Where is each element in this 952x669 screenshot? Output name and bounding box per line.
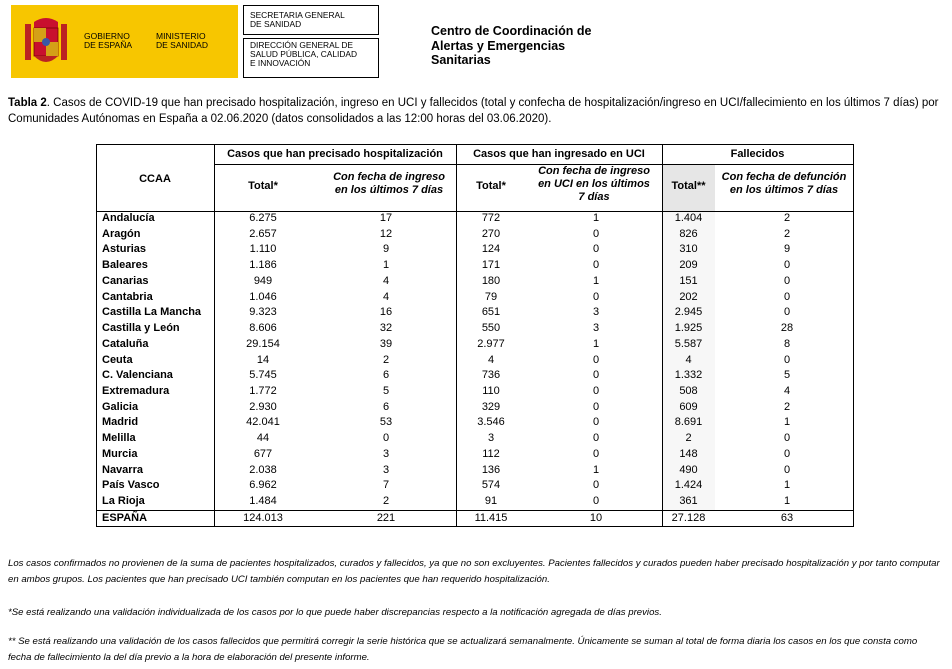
total-cell-uci: 11.415 xyxy=(474,512,508,524)
fall-7d-header: Con fecha de defunción en los últimos 7 días xyxy=(721,171,847,196)
table-row xyxy=(96,290,854,306)
table-row xyxy=(96,211,854,227)
table-row xyxy=(96,494,854,510)
cell-uci-7d: 0 xyxy=(592,353,600,366)
cell-fall-7d: 28 xyxy=(780,322,794,335)
centro-title: Centro de Coordinación de Alertas y Emergencias Sanitarias xyxy=(431,24,592,67)
cell-uci-total: 651 xyxy=(481,306,501,319)
cell-uci-7d: 0 xyxy=(592,416,600,429)
cell-hosp-7d: 53 xyxy=(379,416,393,429)
cell-uci-total: 3.546 xyxy=(477,416,505,429)
secretaria-box: SECRETARIA GENERAL DE SANIDAD xyxy=(243,5,379,35)
cell-uci-7d: 0 xyxy=(592,385,600,398)
total-cell-hosp7: 221 xyxy=(376,512,396,524)
cell-ccaa: Andalucía xyxy=(102,212,155,224)
data-table xyxy=(96,144,854,527)
cell-fall-7d: 0 xyxy=(783,432,791,445)
cell-fall-total: 609 xyxy=(679,400,698,413)
cell-hosp-total: 6.275 xyxy=(249,212,277,224)
cell-ccaa: Aragón xyxy=(102,227,141,240)
government-brand xyxy=(11,5,238,78)
cell-uci-7d: 0 xyxy=(592,369,600,382)
cell-fall-total: 2 xyxy=(685,432,692,445)
cell-hosp-7d: 12 xyxy=(379,227,393,240)
cell-fall-total: 5.587 xyxy=(674,337,703,350)
fall-total-header: Total** xyxy=(671,180,706,192)
cell-uci-total: 171 xyxy=(481,259,501,272)
header xyxy=(11,5,941,80)
cell-hosp-total: 5.745 xyxy=(249,369,277,382)
cell-fall-7d: 1 xyxy=(783,479,791,492)
cell-uci-total: 772 xyxy=(481,212,501,224)
table-row xyxy=(96,321,854,337)
cell-ccaa: Extremadura xyxy=(102,385,170,398)
cell-hosp-total: 1.046 xyxy=(249,290,277,303)
cell-ccaa: La Rioja xyxy=(102,495,145,508)
cell-fall-total: 490 xyxy=(679,463,698,476)
total-cell-hosp: 124.013 xyxy=(243,512,283,524)
cell-fall-7d: 0 xyxy=(783,463,791,476)
total-cell-fall7: 63 xyxy=(780,512,794,524)
cell-fall-7d: 0 xyxy=(783,259,791,272)
cell-fall-7d: 1 xyxy=(783,495,791,508)
cell-fall-total: 4 xyxy=(685,353,692,366)
cell-hosp-total: 2.930 xyxy=(249,400,277,413)
cell-hosp-total: 1.186 xyxy=(249,259,277,272)
total-cell-fall: 27.128 xyxy=(671,512,706,524)
cell-uci-7d: 0 xyxy=(592,495,600,508)
uci-7d-header: Con fecha de ingreso en UCI en los últimos 7 días xyxy=(538,165,650,203)
cell-hosp-7d: 7 xyxy=(382,479,390,492)
cell-hosp-7d: 39 xyxy=(379,337,393,350)
cell-fall-total: 2.945 xyxy=(674,306,703,319)
cell-fall-total: 209 xyxy=(679,259,698,272)
cell-fall-7d: 2 xyxy=(783,400,791,413)
cell-uci-7d: 0 xyxy=(592,243,600,256)
cell-uci-total: 4 xyxy=(487,353,495,366)
group-fallecidos: Fallecidos xyxy=(730,148,785,160)
cell-uci-total: 91 xyxy=(484,495,498,508)
cell-fall-7d: 4 xyxy=(783,385,791,398)
cell-ccaa: Cataluña xyxy=(102,337,149,350)
cell-hosp-7d: 1 xyxy=(382,259,390,272)
cell-ccaa: Melilla xyxy=(102,432,136,445)
cell-uci-total: 3 xyxy=(487,432,495,445)
cell-hosp-total: 949 xyxy=(253,274,273,287)
cell-hosp-total: 8.606 xyxy=(249,322,277,335)
cell-hosp-total: 9.323 xyxy=(249,306,277,319)
cell-uci-total: 79 xyxy=(484,290,498,303)
cell-hosp-total: 1.110 xyxy=(249,243,277,256)
table-row xyxy=(96,227,854,243)
cell-fall-total: 8.691 xyxy=(674,416,703,429)
cell-ccaa: Castilla La Mancha xyxy=(102,306,202,319)
cell-uci-7d: 0 xyxy=(592,259,600,272)
cell-fall-total: 310 xyxy=(679,243,698,256)
cell-fall-7d: 0 xyxy=(783,306,791,319)
cell-fall-7d: 8 xyxy=(783,337,791,350)
hosp-7d-header: Con fecha de ingreso en los últimos 7 días xyxy=(333,171,445,196)
cell-hosp-total: 1.772 xyxy=(249,385,277,398)
cell-ccaa: Castilla y León xyxy=(102,322,180,335)
cell-fall-7d: 9 xyxy=(783,243,791,256)
table-row xyxy=(96,305,854,321)
coat-of-arms-icon xyxy=(23,14,69,70)
cell-ccaa: C. Valenciana xyxy=(102,369,173,382)
cell-ccaa: Ceuta xyxy=(102,353,133,366)
cell-uci-total: 2.977 xyxy=(477,337,505,350)
cell-ccaa: Madrid xyxy=(102,416,139,429)
cell-uci-total: 574 xyxy=(481,479,501,492)
cell-uci-total: 270 xyxy=(481,227,501,240)
cell-fall-total: 1.332 xyxy=(674,369,703,382)
cell-hosp-7d: 17 xyxy=(379,212,393,224)
table-row xyxy=(96,258,854,274)
table-row xyxy=(96,463,854,479)
cell-hosp-7d: 6 xyxy=(382,400,390,413)
cell-uci-7d: 0 xyxy=(592,227,600,240)
cell-hosp-total: 677 xyxy=(253,447,273,460)
cell-fall-total: 148 xyxy=(679,447,698,460)
total-cell-name: ESPAÑA xyxy=(102,512,148,524)
cell-fall-total: 826 xyxy=(679,227,698,240)
cell-hosp-7d: 9 xyxy=(382,243,390,256)
table-row xyxy=(96,400,854,416)
cell-hosp-7d: 2 xyxy=(382,495,390,508)
cell-hosp-7d: 4 xyxy=(382,274,390,287)
cell-uci-7d: 0 xyxy=(592,400,600,413)
cell-uci-7d: 1 xyxy=(592,274,600,287)
cell-ccaa: Galicia xyxy=(102,400,139,413)
total-row xyxy=(96,510,854,527)
cell-uci-total: 112 xyxy=(482,447,500,460)
cell-hosp-7d: 0 xyxy=(382,432,390,445)
table-row xyxy=(96,415,854,431)
table-row xyxy=(96,431,854,447)
cell-ccaa: Navarra xyxy=(102,463,143,476)
cell-fall-total: 202 xyxy=(679,290,698,303)
cell-uci-total: 136 xyxy=(481,463,501,476)
cell-fall-7d: 0 xyxy=(783,290,791,303)
uci-total-header: Total* xyxy=(476,180,506,192)
cell-fall-7d: 0 xyxy=(783,447,791,460)
cell-hosp-total: 42.041 xyxy=(246,416,280,429)
hosp-total-header: Total* xyxy=(248,180,278,192)
cell-hosp-7d: 6 xyxy=(382,369,390,382)
cell-uci-total: 329 xyxy=(481,400,501,413)
cell-hosp-total: 14 xyxy=(256,353,270,366)
cell-fall-total: 1.404 xyxy=(674,212,703,224)
cell-fall-total: 1.424 xyxy=(674,479,703,492)
cell-fall-total: 1.925 xyxy=(674,322,703,335)
cell-hosp-total: 44 xyxy=(256,432,270,445)
cell-uci-7d: 0 xyxy=(592,290,600,303)
cell-uci-7d: 1 xyxy=(592,463,600,476)
cell-hosp-7d: 5 xyxy=(382,385,390,398)
cell-hosp-7d: 2 xyxy=(382,353,390,366)
cell-hosp-7d: 4 xyxy=(382,290,390,303)
table-row xyxy=(96,242,854,258)
cell-fall-7d: 0 xyxy=(783,353,791,366)
cell-fall-7d: 5 xyxy=(783,369,791,382)
table-row xyxy=(96,274,854,290)
cell-fall-7d: 0 xyxy=(783,274,791,287)
table-row xyxy=(96,337,854,353)
cell-hosp-total: 2.038 xyxy=(249,463,277,476)
cell-uci-total: 180 xyxy=(481,274,501,287)
cell-fall-total: 151 xyxy=(679,274,698,287)
cell-hosp-7d: 3 xyxy=(382,463,390,476)
caption-label: Tabla 2 xyxy=(8,97,47,109)
direccion-box: DIRECCIÓN GENERAL DE SALUD PÚBLICA, CALIDAD E INNOVACIÓN xyxy=(243,38,379,78)
cell-uci-7d: 3 xyxy=(592,322,600,335)
cell-ccaa: Baleares xyxy=(102,259,148,272)
table-row xyxy=(96,478,854,494)
table-caption xyxy=(8,95,943,127)
cell-uci-7d: 0 xyxy=(592,432,600,445)
cell-ccaa: Murcia xyxy=(102,447,138,460)
cell-uci-7d: 0 xyxy=(592,479,600,492)
cell-fall-total: 508 xyxy=(679,385,698,398)
cell-hosp-total: 1.484 xyxy=(249,495,277,508)
table-row xyxy=(96,353,854,369)
ccaa-header: CCAA xyxy=(139,173,171,185)
caption-text: . Casos de COVID-19 que han precisado hospitalización, ingreso en UCI y fallecidos (total y confecha de hospitalización/ingreso en UCI/fallecimiento en los últimos 7 días) por Comunidades Autónomas en España a 02.06.2020 (datos consolidados a las 12:00 horas del 03.06.2020). xyxy=(8,97,939,125)
cell-ccaa: Canarias xyxy=(102,274,149,287)
ministerio-label: MINISTERIO DE SANIDAD xyxy=(156,31,208,50)
cell-fall-total: 361 xyxy=(679,495,698,508)
rule xyxy=(96,144,854,145)
cell-uci-total: 124 xyxy=(481,243,501,256)
cell-uci-total: 550 xyxy=(481,322,501,335)
table-row xyxy=(96,384,854,400)
cell-uci-7d: 0 xyxy=(592,447,600,460)
cell-uci-7d: 1 xyxy=(592,212,600,224)
cell-hosp-7d: 32 xyxy=(379,322,393,335)
cell-fall-7d: 1 xyxy=(783,416,791,429)
note-general: Los casos confirmados no provienen de la suma de pacientes hospitalizados, curados y fallecidos, ya que no son excluyentes. Pacientes fallecidos y curados pueden haber precisado hospitalización y por tanto computar en ambos grupos. Los pacientes que han precisado UCI también computan en los pacientes que han requerido hospitalización. xyxy=(8,558,940,585)
table-row xyxy=(96,447,854,463)
cell-fall-7d: 2 xyxy=(783,227,791,240)
table-row xyxy=(96,368,854,384)
cell-ccaa: País Vasco xyxy=(102,479,160,492)
note-validation: *Se está realizando una validación individualizada de los casos por lo que puede haber discrepancias respecto a la notificación agregada de días previos. xyxy=(8,607,662,618)
cell-hosp-total: 2.657 xyxy=(249,227,277,240)
cell-ccaa: Cantabria xyxy=(102,290,153,303)
department-boxes xyxy=(243,5,381,78)
cell-uci-total: 736 xyxy=(481,369,501,382)
cell-uci-7d: 3 xyxy=(592,306,600,319)
total-cell-uci7: 10 xyxy=(589,512,603,524)
cell-fall-7d: 2 xyxy=(783,212,791,224)
cell-hosp-total: 29.154 xyxy=(246,337,280,350)
cell-hosp-total: 6.962 xyxy=(249,479,277,492)
cell-hosp-7d: 16 xyxy=(379,306,393,319)
gobierno-label: GOBIERNO DE ESPAÑA xyxy=(84,31,133,50)
group-hospitalizacion: Casos que han precisado hospitalización xyxy=(227,148,443,160)
cell-hosp-7d: 3 xyxy=(382,447,390,460)
cell-uci-total: 110 xyxy=(482,385,500,398)
note-deaths: ** Se está realizando una validación de los casos fallecidos que permitirá corregir la serie histórica que se actualizará semanalmente. Únicamente se suman al total de forma diaria los casos en los que consta como fecha de fallecimiento la del día previo a la hora de elaboración del presente informe. xyxy=(8,636,918,663)
cell-uci-7d: 1 xyxy=(592,337,600,350)
cell-ccaa: Asturias xyxy=(102,243,147,256)
group-uci: Casos que han ingresado en UCI xyxy=(473,148,645,160)
